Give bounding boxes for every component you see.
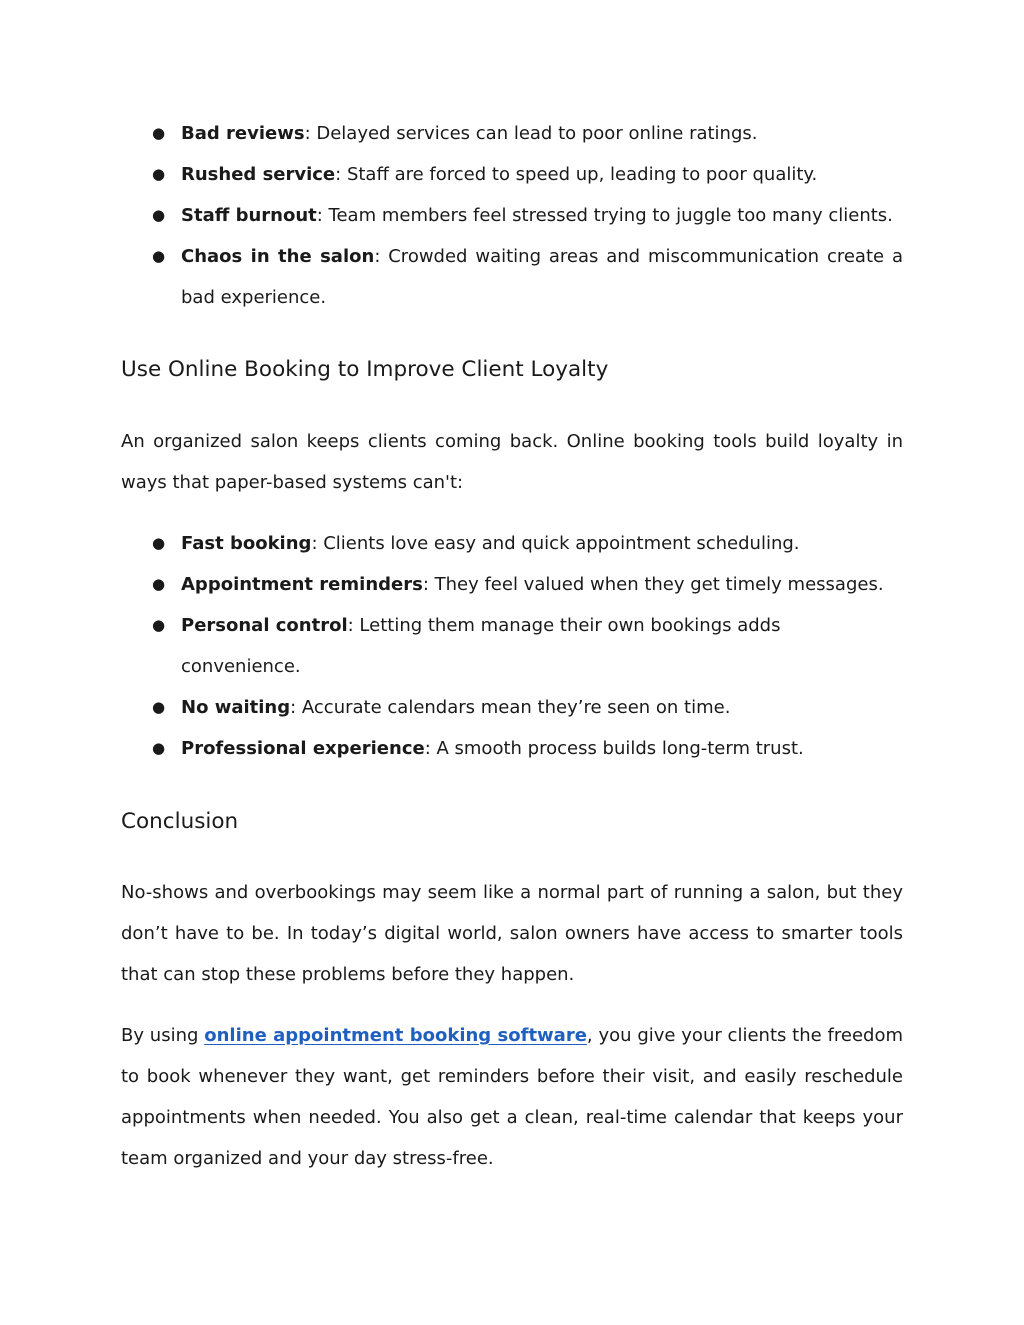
list-item-term: Bad reviews — [181, 123, 305, 144]
bullet-icon: ● — [152, 206, 166, 224]
section-heading-loyalty: Use Online Booking to Improve Client Loyalty — [121, 357, 609, 382]
loyalty-benefits-list — [121, 523, 903, 769]
list-item-text: : Clients love easy and quick appointment scheduling. — [311, 533, 800, 554]
list-item — [121, 113, 903, 154]
bullet-icon: ● — [152, 534, 166, 552]
bullet-icon: ● — [152, 124, 166, 142]
bullet-icon: ● — [152, 739, 166, 757]
problems-list — [121, 113, 903, 318]
loyalty-paragraph: An organized salon keeps clients coming back. Online booking tools build loyalty in ways that paper-based systems can't: — [121, 431, 903, 493]
conclusion-text-after-link: , you give your clients the freedom to book whenever they want, get reminders before their visit, and easily reschedule appointments when needed. You also get a clean, real-time calendar that keeps your team organized and your day stress-free. — [121, 1025, 903, 1169]
list-item-term: Appointment reminders — [181, 574, 423, 595]
document-page — [121, 113, 903, 1179]
list-item — [121, 605, 903, 687]
list-item-term: Rushed service — [181, 164, 336, 185]
list-item — [121, 564, 903, 605]
list-item-text: : Letting them manage their own bookings adds convenience. — [181, 615, 781, 677]
conclusion-paragraph-1: No-shows and overbookings may seem like a normal part of running a salon, but they don’t have to be. In today’s digital world, salon owners have access to smarter tools that can stop these problems before they happen. — [121, 882, 903, 985]
list-item — [121, 523, 903, 564]
list-item — [121, 687, 903, 728]
list-item-term: Staff burnout — [181, 205, 317, 226]
list-item-text: : A smooth process builds long-term trust. — [424, 738, 804, 759]
conclusion-text-before-link: By using — [121, 1025, 205, 1046]
list-item — [121, 728, 903, 769]
list-item — [121, 154, 903, 195]
conclusion-paragraph-2 — [121, 1015, 903, 1179]
list-item-term: Fast booking — [181, 533, 312, 554]
bullet-icon: ● — [152, 698, 166, 716]
bullet-icon: ● — [152, 616, 166, 634]
list-item-term: Chaos in the salon — [181, 246, 375, 267]
list-item — [121, 195, 903, 236]
list-item-term: Professional experience — [181, 738, 425, 759]
bullet-icon: ● — [152, 575, 166, 593]
bullet-icon: ● — [152, 165, 166, 183]
bullet-icon: ● — [152, 247, 166, 265]
list-item-text: : Staff are forced to speed up, leading to poor quality. — [335, 164, 818, 185]
list-item-text: : Team members feel stressed trying to juggle too many clients. — [316, 205, 893, 226]
section-heading-conclusion: Conclusion — [121, 809, 239, 834]
list-item-term: No waiting — [181, 697, 291, 718]
list-item-text: : Crowded waiting areas and miscommunication create a bad experience. — [181, 246, 903, 308]
list-item — [121, 236, 903, 318]
list-item-text: : Delayed services can lead to poor online ratings. — [304, 123, 758, 144]
booking-software-link[interactable]: online appointment booking software — [204, 1025, 587, 1046]
list-item-text: : They feel valued when they get timely messages. — [422, 574, 884, 595]
list-item-text: : Accurate calendars mean they’re seen on time. — [290, 697, 731, 718]
list-item-term: Personal control — [181, 615, 348, 636]
